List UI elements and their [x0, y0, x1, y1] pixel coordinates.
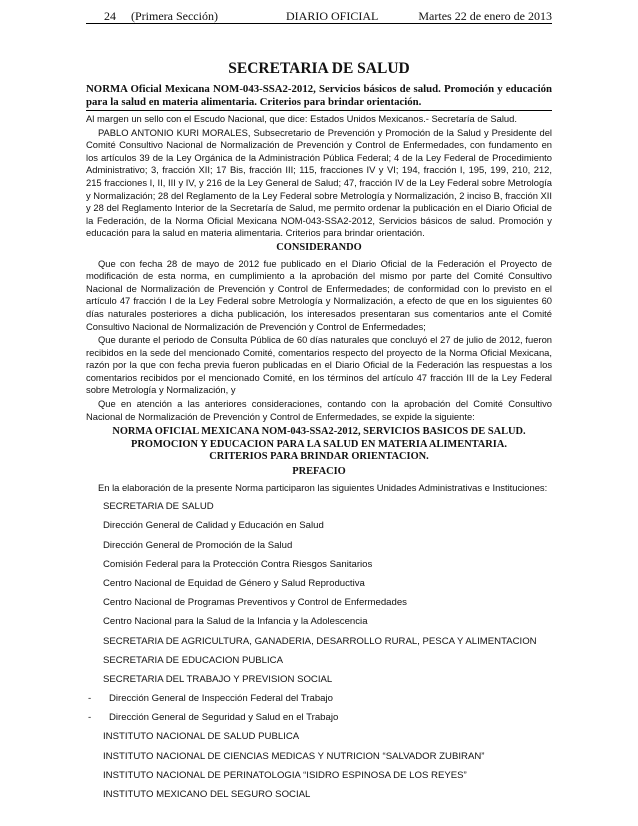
institution-name: Centro Nacional de Programas Preventivos y Control de Enfermedades — [103, 597, 407, 609]
page-number: 24 — [104, 9, 116, 23]
institution-item — [86, 616, 552, 628]
institution-item — [86, 540, 552, 552]
institution-item — [86, 597, 552, 609]
institution-item — [86, 655, 552, 667]
institution-name: Dirección General de Inspección Federal del Trabajo — [109, 693, 333, 705]
institution-item — [86, 770, 552, 782]
agency-heading: SECRETARIA DE SALUD — [228, 60, 410, 77]
nom-heading-line: CRITERIOS PARA BRINDAR ORIENTACION. — [209, 451, 429, 463]
nom-heading — [86, 426, 552, 464]
considerando-paragraph: Que durante el periodo de Consulta Pública de 60 días naturales que concluyó el 27 de julio de 2012, fueron recibidos en la sede del mencionado Comité, comentarios respecto del proyecto de la Norma Oficial Mexicana, razón por la que con fecha previa fueron publicadas en el Diario Oficial de la Federación las respuestas a los comentarios recibidos por el mencionado Comité, en los términos del artículo 47 fracción III de la Ley Federal sobre Metrología y Normalización, y — [86, 334, 552, 396]
institution-name: SECRETARIA DE EDUCACION PUBLICA — [103, 654, 284, 666]
institution-name: INSTITUTO NACIONAL DE CIENCIAS MEDICAS Y NUTRICION “SALVADOR ZUBIRAN” — [103, 750, 485, 762]
considerando-paragraph: Que en atención a las anteriores consideraciones, contando con la aprobación del Comité Consultivo Nacional de Normalización de Prevención y Control de Enfermedades, se expide la siguiente: — [86, 398, 552, 422]
institution-item — [86, 636, 552, 648]
prefacio-intro: En la elaboración de la presente Norma participaron las siguientes Unidades Administrativas e Instituciones: — [98, 481, 548, 493]
institution-item — [86, 693, 552, 705]
title-divider — [86, 110, 552, 111]
list-dash: - — [88, 712, 92, 724]
page-number-section — [104, 9, 218, 24]
norma-title: NORMA Oficial Mexicana NOM-043-SSA2-2012, Servicios básicos de salud. Promoción y educación para la salud en materia alimentaria. Criterios para brindar orientación. — [86, 83, 552, 108]
institution-name: INSTITUTO NACIONAL DE SALUD PUBLICA — [103, 731, 300, 743]
institution-name: SECRETARIA DE AGRICULTURA, GANADERIA, DESARROLLO RURAL, PESCA Y ALIMENTACION — [103, 635, 537, 647]
institution-item — [86, 674, 552, 686]
institution-name: Centro Nacional para la Salud de la Infancia y la Adolescencia — [103, 616, 368, 628]
institution-name: SECRETARIA DEL TRABAJO Y PREVISION SOCIAL — [103, 673, 333, 685]
institution-name: Comisión Federal para la Protección Contra Riesgos Sanitarios — [103, 558, 373, 570]
nom-heading-line: NORMA OFICIAL MEXICANA NOM-043-SSA2-2012, SERVICIOS BASICOS DE SALUD. — [112, 426, 526, 438]
institution-item — [86, 751, 552, 763]
institution-item — [86, 578, 552, 590]
considerando-heading: CONSIDERANDO — [276, 241, 362, 253]
list-dash: - — [88, 693, 92, 705]
institution-item — [86, 789, 552, 801]
institutions-list — [86, 501, 552, 801]
prefacio-heading: PREFACIO — [292, 466, 346, 478]
institution-name: Dirección General de Calidad y Educación en Salud — [103, 520, 324, 532]
institution-name: INSTITUTO NACIONAL DE PERINATOLOGIA “ISIDRO ESPINOSA DE LOS REYES” — [103, 769, 467, 781]
considerando-paragraph: Que con fecha 28 de mayo de 2012 fue publicado en el Diario Oficial de la Federación el Proyecto de modificación de esta norma, en cumplimiento a la aprobación del mismo por parte del Comité Consultivo Nacional de Normalización de Prevención y Control de Enfermedades; de conformidad con lo previsto en el artículo 47 fracción I de la Ley Federal sobre Metrología y Normalización, a efecto de que en los siguientes 60 días naturales posteriores a dicha publicación, los interesados presentaran sus comentarios ante el Comité Consultivo Nacional de Normalización de Prevención y Control de Enfermedades; — [86, 257, 552, 332]
margin-seal-paragraph: Al margen un sello con el Escudo Nacional, que dice: Estados Unidos Mexicanos.- Secretaría de Salud. — [86, 113, 517, 124]
institution-item — [86, 559, 552, 571]
institution-name: Dirección General de Seguridad y Salud en el Trabajo — [109, 712, 339, 724]
institution-item — [86, 501, 552, 513]
nom-heading-line: PROMOCION Y EDUCACION PARA LA SALUD EN MATERIA ALIMENTARIA. — [131, 438, 507, 450]
section-label: (Primera Sección) — [131, 9, 218, 23]
institution-name: Centro Nacional de Equidad de Género y Salud Reproductiva — [103, 577, 365, 589]
institution-item — [86, 712, 552, 724]
institution-name: INSTITUTO MEXICANO DEL SEGURO SOCIAL — [103, 789, 311, 801]
preamble-paragraph: PABLO ANTONIO KURI MORALES, Subsecretario de Prevención y Promoción de la Salud y Presidente del Comité Consultivo Nacional de Normalización de Prevención y Control de Enfermedades, con fundamento en los artículos 39 de la Ley Orgánica de la Administración Pública Federal; 4 de la Ley Federal de Procedimiento Administrativo; 3, fracción XII; 17 Bis, fracción III; 115, fracciones IV y VI; 194, fracción I, 195, 199, 210, 212, 215 fracciones I, II, III y IV, y 216 de la Ley General de Salud; 47, fracción IV de la Ley Federal sobre Metrología y Normalización; 28 del Reglamento de la Ley Federal sobre Metrología y Normalización, 2 inciso B, fracción XII y 28 del Reglamento Interior de la Secretaría de Salud, me permito ordenar la publicación en el Diario Oficial de la Federación, de la Norma Oficial Mexicana NOM-043-SSA2-2012, Servicios básicos de salud. Promoción y educación para la salud en materia alimentaria. Criterios para brindar orientación. — [86, 126, 552, 239]
institution-name: Dirección General de Promoción de la Salud — [103, 539, 293, 551]
institution-name: SECRETARIA DE SALUD — [103, 501, 214, 513]
publication-name: DIARIO OFICIAL — [286, 9, 379, 23]
institution-item — [86, 731, 552, 743]
publication-date: Martes 22 de enero de 2013 — [418, 9, 552, 23]
header-divider — [86, 23, 552, 24]
institution-item — [86, 520, 552, 532]
document-body — [86, 60, 552, 808]
